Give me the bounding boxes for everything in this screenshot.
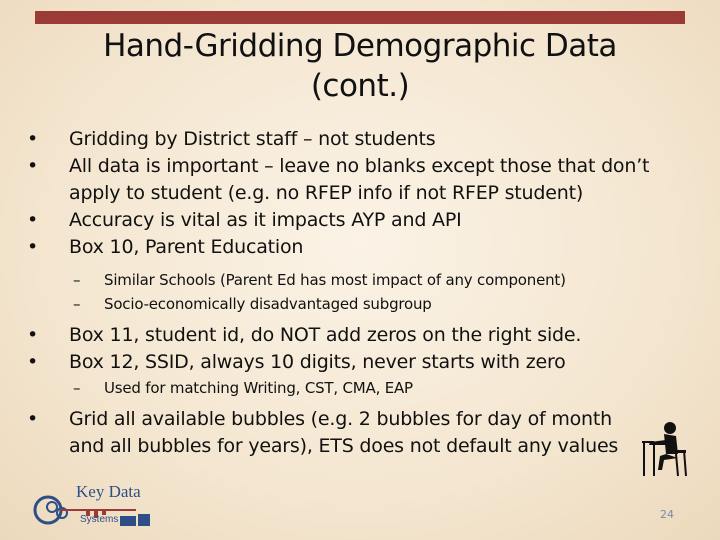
bullet-icon: • (27, 351, 39, 373)
bullet-text: Accuracy is vital as it impacts AYP and API (69, 209, 462, 231)
sub-bullet-item (26, 376, 690, 400)
bullet-text: Box 10, Parent Education (69, 236, 304, 258)
bullet-icon: • (27, 408, 39, 430)
page-number: 24 (660, 508, 674, 521)
logo-subtitle: Systems (80, 514, 119, 525)
bullet-item (26, 322, 690, 349)
bullet-item (26, 234, 690, 261)
slide-title-line-2: (cont.) (310, 68, 410, 104)
bullet-text: Gridding by District staff – not students (69, 128, 436, 150)
bullet-icon: • (27, 324, 39, 346)
bullet-item (26, 207, 690, 234)
slide-title (40, 26, 680, 106)
bullet-text: All data is important – leave no blanks except those that don’t apply to student (e.g. no RFEP info if not RFEP student) (69, 155, 650, 204)
dash-icon: – (73, 271, 81, 289)
sub-bullet-item (26, 292, 690, 316)
dash-icon: – (73, 295, 81, 313)
bullet-item (26, 126, 690, 153)
sub-bullet-text: Used for matching Writing, CST, CMA, EAP (104, 379, 413, 397)
bullet-icon: • (27, 128, 39, 150)
key-data-systems-logo (26, 480, 176, 530)
logo-name: Key Data (76, 482, 141, 501)
dash-icon: – (73, 379, 81, 397)
bullet-item (26, 406, 690, 460)
bullet-icon: • (27, 209, 39, 231)
bullet-icon: • (27, 236, 39, 258)
slide-title-line-1: Hand-Gridding Demographic Data (103, 28, 617, 64)
sub-bullet-text: Socio-economically disadvantaged subgroup (104, 295, 432, 313)
person-reading-clipart-icon (640, 420, 690, 478)
title-accent-bar (35, 11, 685, 24)
bullet-list (26, 126, 690, 460)
sub-bullet-text: Similar Schools (Parent Ed has most impact of any component) (104, 271, 566, 289)
bullet-item (26, 153, 690, 207)
bullet-text: Box 12, SSID, always 10 digits, never starts with zero (69, 351, 566, 373)
bullet-icon: • (27, 155, 39, 177)
bullet-item (26, 349, 690, 376)
sub-bullet-item (26, 268, 690, 292)
bullet-text: Box 11, student id, do NOT add zeros on the right side. (69, 324, 582, 346)
bullet-text: Grid all available bubbles (e.g. 2 bubbles for day of month and all bubbles for years), ETS does not default any values (69, 408, 619, 457)
